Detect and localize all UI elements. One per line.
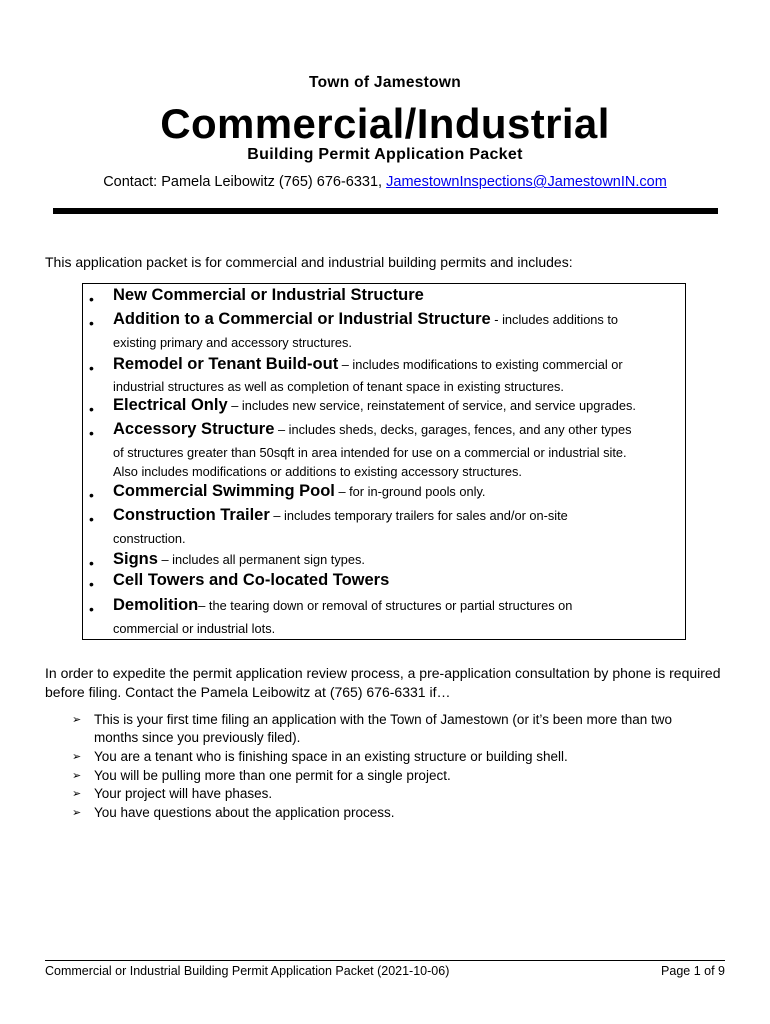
arrow-bullet-icon: ➢ — [72, 751, 82, 763]
condition-item: This is your first time filing an application with the Town of Jamestown (or it’s been more than two — [94, 712, 673, 727]
arrow-bullet-icon: ➢ — [72, 770, 82, 782]
permit-item-desc-cont: industrial structures as well as completion of tenant space in existing structures. — [113, 379, 564, 394]
condition-item-cont: months since you previously filed). — [94, 730, 301, 745]
permit-item-title: Signs — [113, 550, 158, 568]
permit-item-title: New Commercial or Industrial Structure — [113, 286, 424, 304]
contact-email-link[interactable]: JamestownInspections@JamestownIN.com — [386, 174, 667, 190]
permit-item-electrical — [113, 397, 636, 414]
permit-item-desc: – the tearing down or removal of structures or partial structures on — [198, 598, 573, 613]
consultation-text-line1: In order to expedite the permit application review process, a pre-application consultation by phone is required — [45, 665, 721, 681]
bullet-icon: • — [89, 511, 94, 527]
permit-item-title: Remodel or Tenant Build-out — [113, 355, 339, 373]
bullet-icon: • — [89, 601, 94, 617]
arrow-bullet-icon: ➢ — [72, 807, 82, 819]
bullet-icon: • — [89, 291, 94, 307]
bullet-icon: • — [89, 360, 94, 376]
permit-item-desc-cont: existing primary and accessory structures. — [113, 335, 352, 350]
condition-item: You will be pulling more than one permit for a single project. — [94, 768, 451, 783]
permit-item-desc: – includes modifications to existing commercial or — [338, 357, 623, 372]
permit-item-accessory — [113, 421, 632, 438]
footer-doc-title: Commercial or Industrial Building Permit Application Packet (2021-10-06) — [45, 964, 450, 978]
permit-item-signs — [113, 551, 365, 568]
bullet-icon: • — [89, 425, 94, 441]
bullet-icon: • — [89, 401, 94, 417]
consultation-text-line2: before filing. Contact the Pamela Leibowitz at (765) 676-6331 if… — [45, 684, 451, 700]
permit-item-desc: – includes temporary trailers for sales and/or on-site — [269, 508, 568, 523]
permit-item-new-structure — [113, 287, 424, 304]
permit-item-desc: – includes all permanent sign types. — [157, 552, 365, 567]
bullet-icon: • — [89, 555, 94, 571]
permit-item-desc-cont: commercial or industrial lots. — [113, 621, 276, 636]
permit-item-title: Accessory Structure — [113, 420, 275, 438]
permit-item-title: Commercial Swimming Pool — [113, 482, 335, 500]
contact-text: Contact: Pamela Leibowitz (765) 676-6331, — [103, 174, 387, 190]
permit-item-desc: – for in-ground pools only. — [334, 484, 486, 499]
page-subtitle: Building Permit Application Packet — [247, 146, 523, 163]
bullet-icon: • — [89, 315, 94, 331]
arrow-bullet-icon: ➢ — [72, 714, 82, 726]
permit-item-desc-cont: of structures greater than 50sqft in area intended for use on a commercial or industrial site. — [113, 445, 627, 460]
condition-item: You have questions about the application process. — [94, 805, 395, 820]
intro-text: This application packet is for commercial and industrial building permits and includes: — [45, 254, 573, 270]
permit-item-trailer — [113, 507, 568, 524]
permit-item-demolition — [113, 597, 572, 614]
permit-item-cell-towers — [113, 572, 389, 589]
permit-item-title: Demolition — [113, 596, 199, 614]
permit-item-addition — [113, 311, 618, 328]
bullet-icon: • — [89, 576, 94, 592]
permit-item-remodel — [113, 356, 623, 373]
permit-item-title: Construction Trailer — [113, 506, 270, 524]
permit-item-desc-cont: construction. — [113, 531, 186, 546]
permit-item-title: Electrical Only — [113, 396, 228, 414]
permit-item-pool — [113, 483, 485, 500]
permit-item-desc: – includes new service, reinstatement of service, and service upgrades. — [227, 398, 636, 413]
permit-item-desc: – includes sheds, decks, garages, fences, and any other types — [274, 422, 632, 437]
town-name: Town of Jamestown — [308, 74, 462, 91]
contact-line — [0, 174, 770, 190]
bullet-icon: • — [89, 487, 94, 503]
page-title: Commercial/Industrial — [160, 100, 610, 147]
header-divider — [53, 208, 718, 214]
permit-item-title: Addition to a Commercial or Industrial Structure — [113, 310, 491, 328]
permit-item-desc-cont: Also includes modifications or additions to existing accessory structures. — [113, 464, 522, 479]
page-number: Page 1 of 9 — [661, 964, 725, 978]
condition-item: Your project will have phases. — [94, 786, 273, 801]
permit-item-desc: - includes additions to — [490, 312, 619, 327]
permit-item-title: Cell Towers and Co-located Towers — [113, 571, 390, 589]
condition-item: You are a tenant who is finishing space in an existing structure or building shell. — [94, 749, 568, 764]
footer-divider — [45, 960, 725, 961]
arrow-bullet-icon: ➢ — [72, 788, 82, 800]
